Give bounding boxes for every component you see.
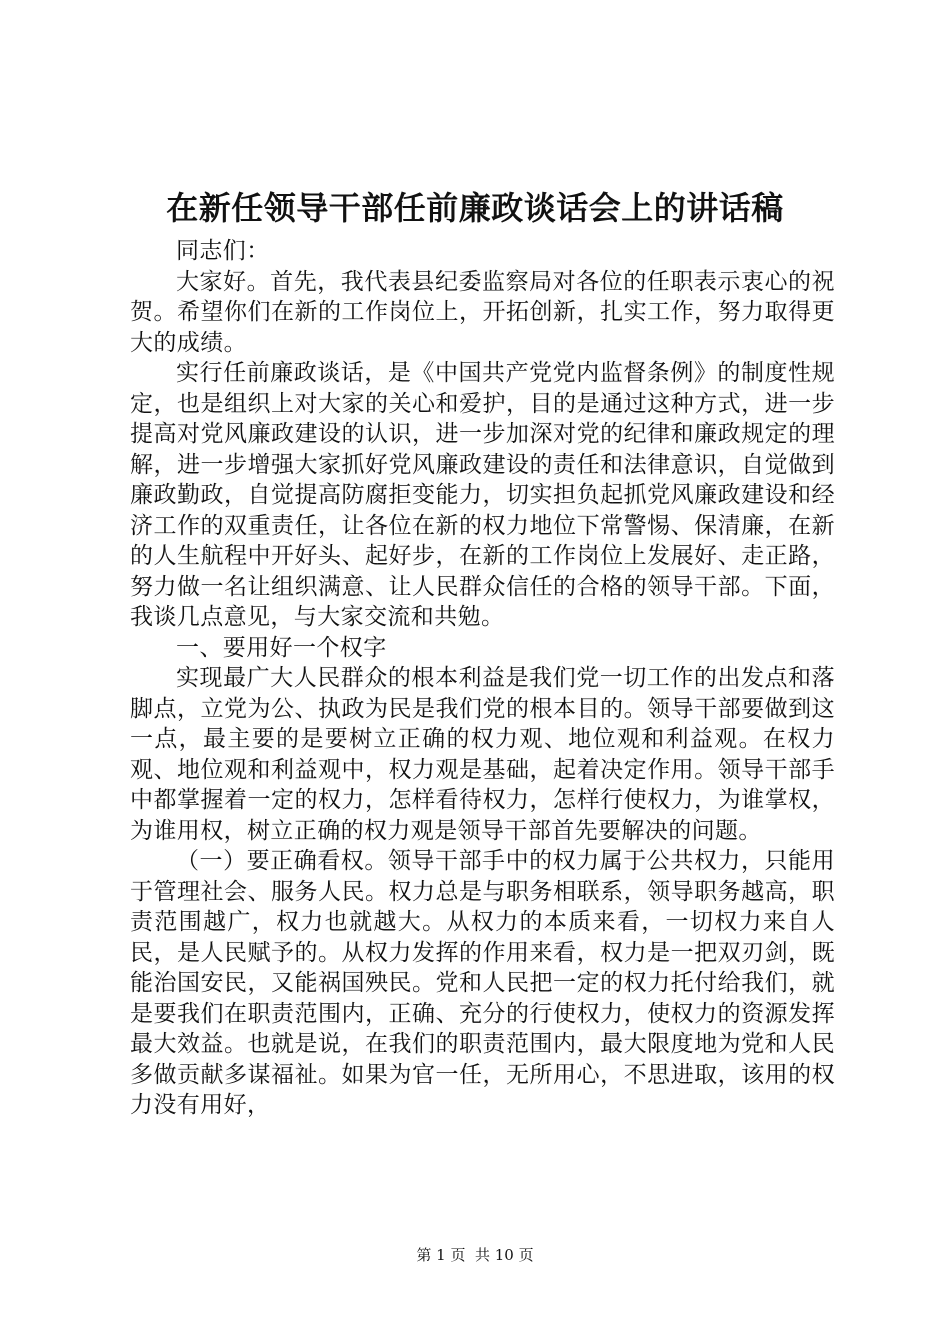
paragraph-4: （一）要正确看权。领导干部手中的权力属于公共权力，只能用于管理社会、服务人民。权力总是与职务相联系，领导职务越高，职责范围越广，权力也就越大。从权力的本质来看，一切权力来自人民，是人民赋予的。从权力发挥的作用来看，权力是一把双刃剑，既能治国安民，又能祸国殃民。党和人民把一定的权力托付给我们，就是要我们在职责范围内，正确、充分的行使权力，使权力的资源发挥最大效益。也就是说，在我们的职责范围内，最大限度地为党和人民多做贡献多谋福祉。如果为官一任，无所用心，不思进取，该用的权力没有用好， bbox=[130, 848, 835, 1118]
page-number: 第 1 页 共 10 页 bbox=[416, 1246, 534, 1264]
paragraph-2: 实行任前廉政谈话，是《中国共产党党内监督条例》的制度性规定，也是组织上对大家的关心和爱护，目的是通过这种方式，进一步提高对党风廉政建设的认识，进一步加深对党的纪律和廉政规定的理解，进一步增强大家抓好党风廉政建设的责任和法律意识，自觉做到廉政勤政，自觉提高防腐拒变能力，切实担负起抓党风廉政建设和经济工作的双重责任，让各位在新的权力地位下常警惕、保清廉，在新的人生航程中开好头、起好步，在新的工作岗位上发展好、走正路，努力做一名让组织满意、让人民群众信任的合格的领导干部。下面，我谈几点意见，与大家交流和共勉。 bbox=[130, 360, 835, 630]
salutation: 同志们： bbox=[176, 238, 270, 264]
document-title: 在新任领导干部任前廉政谈话会上的讲话稿 bbox=[166, 189, 784, 227]
document-body bbox=[130, 236, 835, 1121]
section-heading-1: 一、要用好一个权字 bbox=[176, 634, 387, 661]
paragraph-1: 大家好。首先，我代表县纪委监察局对各位的任职表示衷心的祝贺。希望你们在新的工作岗位上，开拓创新，扎实工作，努力取得更大的成绩。 bbox=[130, 268, 835, 356]
paragraph-3: 实现最广大人民群众的根本利益是我们党一切工作的出发点和落脚点，立党为公、执政为民是我们党的根本目的。领导干部要做到这一点，最主要的是要树立正确的权力观、地位观和利益观。在权力观、地位观和利益观中，权力观是基础，起着决定作用。领导干部手中都掌握着一定的权力，怎样看待权力，怎样行使权力，为谁掌权，为谁用权，树立正确的权力观是领导干部首先要解决的问题。 bbox=[130, 665, 835, 844]
